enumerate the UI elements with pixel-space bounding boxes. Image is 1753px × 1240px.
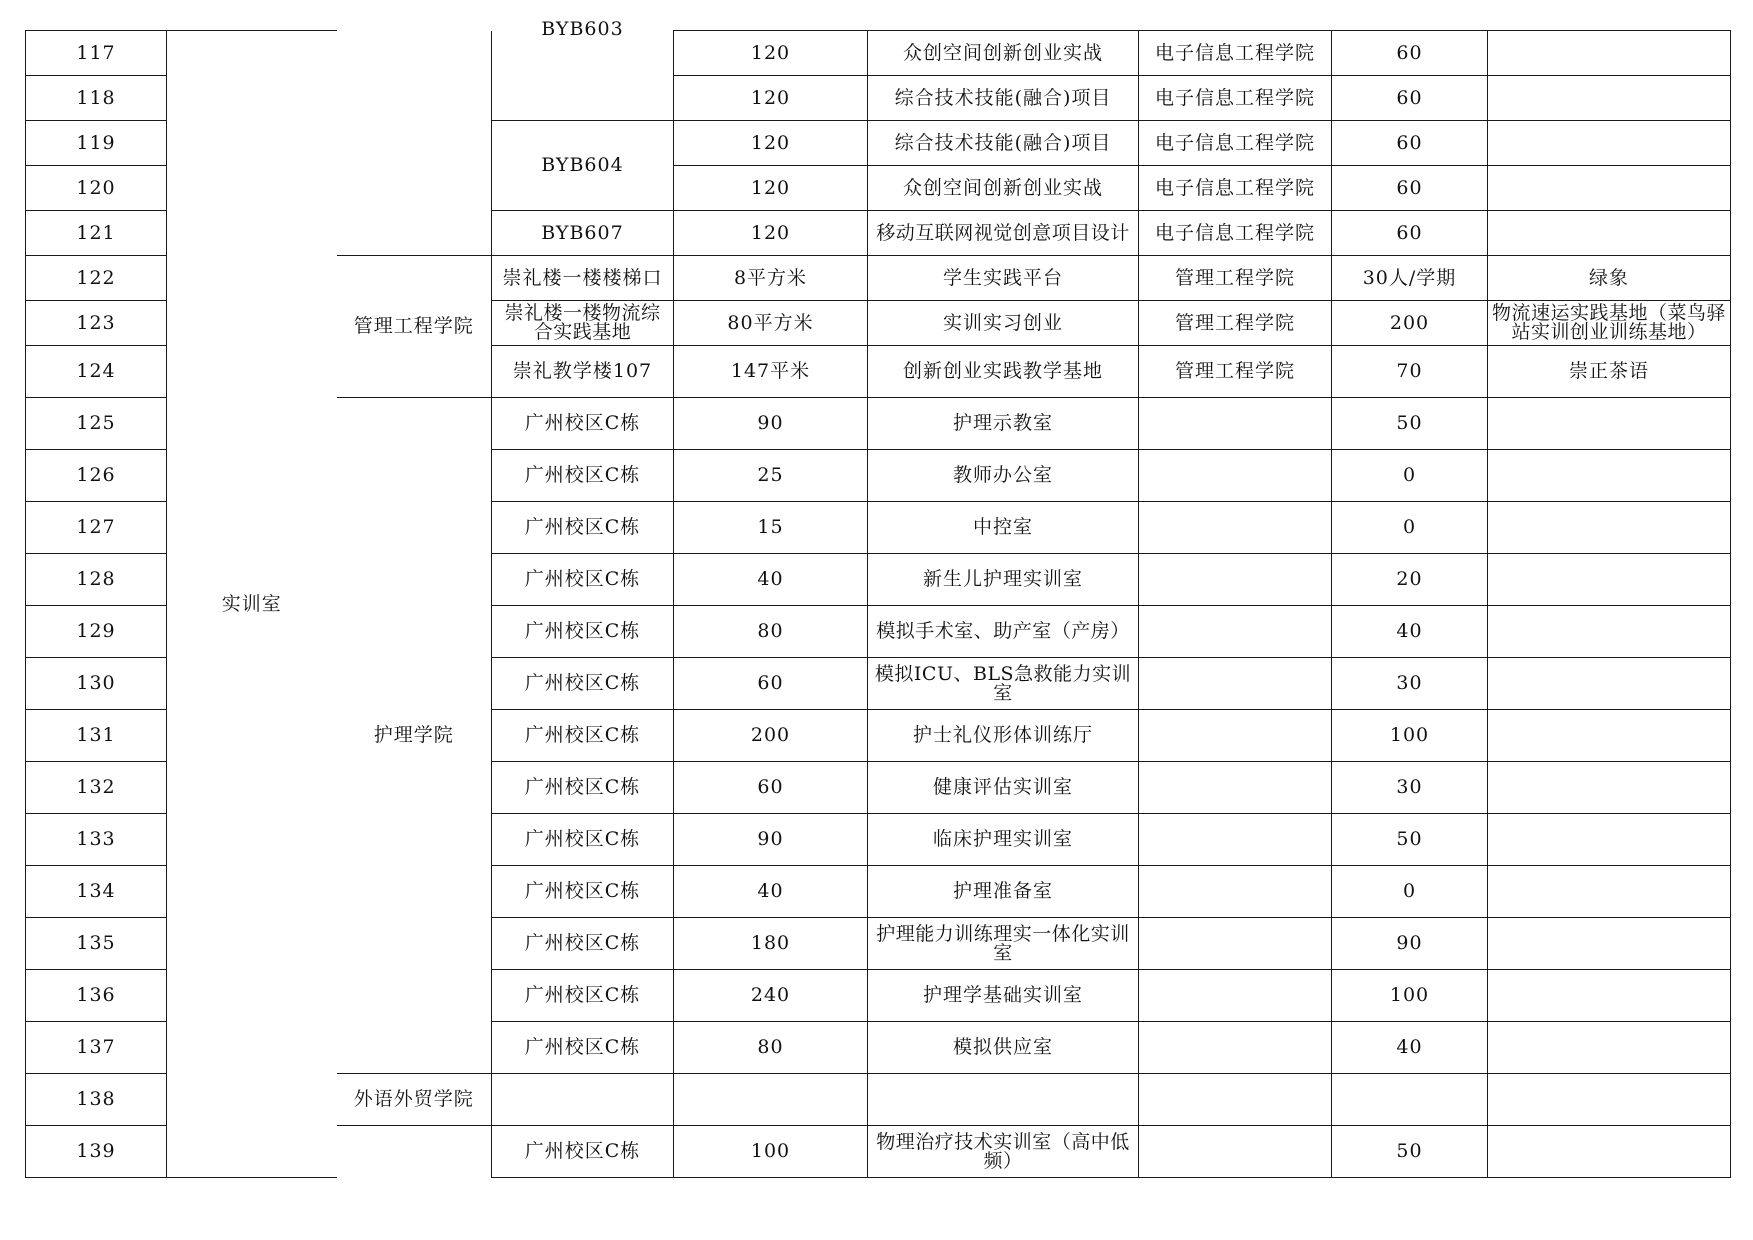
function-cell: 护士礼仪形体训练厅 <box>868 710 1139 762</box>
note-cell <box>1488 1074 1731 1126</box>
row-number: 130 <box>26 658 167 710</box>
row-number: 136 <box>26 970 167 1022</box>
room-cell: 广州校区C栋 <box>492 450 674 502</box>
function-cell: 模拟ICU、BLS急救能力实训室 <box>868 658 1139 710</box>
college-cell-electronic <box>337 31 492 256</box>
area-cell: 40 <box>674 866 868 918</box>
dept-cell: 管理工程学院 <box>1139 256 1332 301</box>
capacity-cell: 0 <box>1332 450 1488 502</box>
capacity-cell: 60 <box>1332 31 1488 76</box>
dept-cell <box>1139 710 1332 762</box>
function-cell: 实训实习创业 <box>868 301 1139 346</box>
function-cell: 健康评估实训室 <box>868 762 1139 814</box>
room-cell: BYB604 <box>492 121 674 211</box>
room-cell: 广州校区C栋 <box>492 710 674 762</box>
dept-cell <box>1139 814 1332 866</box>
row-number: 122 <box>26 256 167 301</box>
room-cell: BYB607 <box>492 211 674 256</box>
area-cell: 120 <box>674 211 868 256</box>
room-cell: 广州校区C栋 <box>492 814 674 866</box>
row-number: 139 <box>26 1126 167 1178</box>
note-cell <box>1488 606 1731 658</box>
capacity-cell: 0 <box>1332 866 1488 918</box>
area-cell: 80平方米 <box>674 301 868 346</box>
dept-cell: 管理工程学院 <box>1139 301 1332 346</box>
row-number: 128 <box>26 554 167 606</box>
function-cell: 学生实践平台 <box>868 256 1139 301</box>
dept-cell <box>1139 502 1332 554</box>
college-cell-nursing: 护理学院 <box>337 398 492 1074</box>
area-cell: 8平方米 <box>674 256 868 301</box>
note-cell <box>1488 866 1731 918</box>
dept-cell <box>1139 918 1332 970</box>
dept-cell: 电子信息工程学院 <box>1139 31 1332 76</box>
capacity-cell: 100 <box>1332 970 1488 1022</box>
row-number: 135 <box>26 918 167 970</box>
area-cell: 120 <box>674 166 868 211</box>
dept-cell <box>1139 1126 1332 1178</box>
function-cell: 护理示教室 <box>868 398 1139 450</box>
row-number: 126 <box>26 450 167 502</box>
note-cell <box>1488 76 1731 121</box>
note-cell <box>1488 814 1731 866</box>
capacity-cell: 50 <box>1332 398 1488 450</box>
function-cell: 众创空间创新创业实战 <box>868 31 1139 76</box>
room-cell: 广州校区C栋 <box>492 502 674 554</box>
function-cell: 护理能力训练理实一体化实训室 <box>868 918 1139 970</box>
function-cell: 护理准备室 <box>868 866 1139 918</box>
area-cell: 240 <box>674 970 868 1022</box>
row-number: 117 <box>26 31 167 76</box>
college-cell-foreign: 外语外贸学院 <box>337 1074 492 1126</box>
row-number: 129 <box>26 606 167 658</box>
room-cell <box>492 1074 674 1126</box>
capacity-cell: 30人/学期 <box>1332 256 1488 301</box>
note-cell <box>1488 450 1731 502</box>
capacity-cell: 30 <box>1332 658 1488 710</box>
capacity-cell <box>1332 1074 1488 1126</box>
function-cell: 新生儿护理实训室 <box>868 554 1139 606</box>
dept-cell <box>1139 554 1332 606</box>
category-cell: 实训室 <box>167 31 337 1178</box>
note-cell <box>1488 166 1731 211</box>
area-cell: 200 <box>674 710 868 762</box>
room-cell: 广州校区C栋 <box>492 866 674 918</box>
dept-cell: 电子信息工程学院 <box>1139 76 1332 121</box>
dept-cell: 管理工程学院 <box>1139 346 1332 398</box>
table-row <box>26 31 1731 76</box>
row-number: 125 <box>26 398 167 450</box>
note-cell <box>1488 502 1731 554</box>
room-cell: 广州校区C栋 <box>492 606 674 658</box>
row-number: 137 <box>26 1022 167 1074</box>
function-cell: 综合技术技能(融合)项目 <box>868 76 1139 121</box>
row-number: 131 <box>26 710 167 762</box>
function-cell: 创新创业实践教学基地 <box>868 346 1139 398</box>
room-cell: 崇礼教学楼107 <box>492 346 674 398</box>
capacity-cell: 0 <box>1332 502 1488 554</box>
room-cell: 广州校区C栋 <box>492 1126 674 1178</box>
function-cell <box>868 1074 1139 1126</box>
function-cell: 中控室 <box>868 502 1139 554</box>
capacity-cell: 40 <box>1332 606 1488 658</box>
row-number: 127 <box>26 502 167 554</box>
row-number: 119 <box>26 121 167 166</box>
room-label: BYB603 <box>541 17 624 40</box>
facility-table <box>25 17 1731 1178</box>
area-cell: 60 <box>674 762 868 814</box>
function-cell: 临床护理实训室 <box>868 814 1139 866</box>
capacity-cell: 60 <box>1332 121 1488 166</box>
area-cell: 100 <box>674 1126 868 1178</box>
note-cell <box>1488 970 1731 1022</box>
row-number: 132 <box>26 762 167 814</box>
row-number: 121 <box>26 211 167 256</box>
area-cell: 120 <box>674 121 868 166</box>
row-number: 138 <box>26 1074 167 1126</box>
room-cell: 广州校区C栋 <box>492 762 674 814</box>
capacity-cell: 50 <box>1332 1126 1488 1178</box>
area-cell: 80 <box>674 606 868 658</box>
area-cell: 40 <box>674 554 868 606</box>
note-cell: 物流速运实践基地（菜鸟驿站实训创业训练基地） <box>1488 301 1731 346</box>
row-number: 123 <box>26 301 167 346</box>
capacity-cell: 60 <box>1332 166 1488 211</box>
area-cell: 180 <box>674 918 868 970</box>
capacity-cell: 90 <box>1332 918 1488 970</box>
capacity-cell: 30 <box>1332 762 1488 814</box>
note-cell <box>1488 121 1731 166</box>
area-cell: 15 <box>674 502 868 554</box>
room-cell <box>492 17 674 121</box>
note-cell <box>1488 554 1731 606</box>
capacity-cell: 60 <box>1332 211 1488 256</box>
note-cell <box>1488 918 1731 970</box>
note-cell <box>1488 710 1731 762</box>
function-cell: 护理学基础实训室 <box>868 970 1139 1022</box>
capacity-cell: 20 <box>1332 554 1488 606</box>
area-cell <box>674 1074 868 1126</box>
area-cell: 90 <box>674 398 868 450</box>
dept-cell <box>1139 606 1332 658</box>
dept-cell <box>1139 1074 1332 1126</box>
function-cell: 物理治疗技术实训室（高中低频） <box>868 1126 1139 1178</box>
room-cell: 广州校区C栋 <box>492 554 674 606</box>
area-cell: 120 <box>674 31 868 76</box>
area-cell: 147平米 <box>674 346 868 398</box>
dept-cell <box>1139 762 1332 814</box>
dept-cell <box>1139 866 1332 918</box>
area-cell: 60 <box>674 658 868 710</box>
capacity-cell: 50 <box>1332 814 1488 866</box>
college-cell-management: 管理工程学院 <box>337 256 492 398</box>
room-cell: 广州校区C栋 <box>492 658 674 710</box>
note-cell <box>1488 211 1731 256</box>
college-cell-empty <box>337 1126 492 1178</box>
function-cell: 模拟手术室、助产室（产房） <box>868 606 1139 658</box>
room-cell: 广州校区C栋 <box>492 398 674 450</box>
note-cell <box>1488 762 1731 814</box>
dept-cell: 电子信息工程学院 <box>1139 121 1332 166</box>
note-cell <box>1488 658 1731 710</box>
area-cell: 80 <box>674 1022 868 1074</box>
row-number: 133 <box>26 814 167 866</box>
row-number: 120 <box>26 166 167 211</box>
capacity-cell: 200 <box>1332 301 1488 346</box>
room-cell: 崇礼楼一楼物流综合实践基地 <box>492 301 674 346</box>
capacity-cell: 70 <box>1332 346 1488 398</box>
note-cell: 崇正茶语 <box>1488 346 1731 398</box>
row-number: 124 <box>26 346 167 398</box>
capacity-cell: 60 <box>1332 76 1488 121</box>
note-cell <box>1488 1126 1731 1178</box>
dept-cell <box>1139 1022 1332 1074</box>
room-cell: 广州校区C栋 <box>492 1022 674 1074</box>
area-cell: 25 <box>674 450 868 502</box>
area-cell: 120 <box>674 76 868 121</box>
note-cell <box>1488 1022 1731 1074</box>
function-cell: 模拟供应室 <box>868 1022 1139 1074</box>
dept-cell <box>1139 970 1332 1022</box>
function-cell: 教师办公室 <box>868 450 1139 502</box>
area-cell: 90 <box>674 814 868 866</box>
dept-cell <box>1139 398 1332 450</box>
function-cell: 综合技术技能(融合)项目 <box>868 121 1139 166</box>
row-number: 118 <box>26 76 167 121</box>
note-cell <box>1488 31 1731 76</box>
dept-cell <box>1139 450 1332 502</box>
room-cell: 广州校区C栋 <box>492 970 674 1022</box>
note-cell <box>1488 398 1731 450</box>
function-cell: 移动互联网视觉创意项目设计 <box>868 211 1139 256</box>
dept-cell <box>1139 658 1332 710</box>
capacity-cell: 100 <box>1332 710 1488 762</box>
function-cell: 众创空间创新创业实战 <box>868 166 1139 211</box>
dept-cell: 电子信息工程学院 <box>1139 166 1332 211</box>
row-number: 134 <box>26 866 167 918</box>
dept-cell: 电子信息工程学院 <box>1139 211 1332 256</box>
room-cell: 广州校区C栋 <box>492 918 674 970</box>
capacity-cell: 40 <box>1332 1022 1488 1074</box>
room-cell: 崇礼楼一楼楼梯口 <box>492 256 674 301</box>
note-cell: 绿象 <box>1488 256 1731 301</box>
